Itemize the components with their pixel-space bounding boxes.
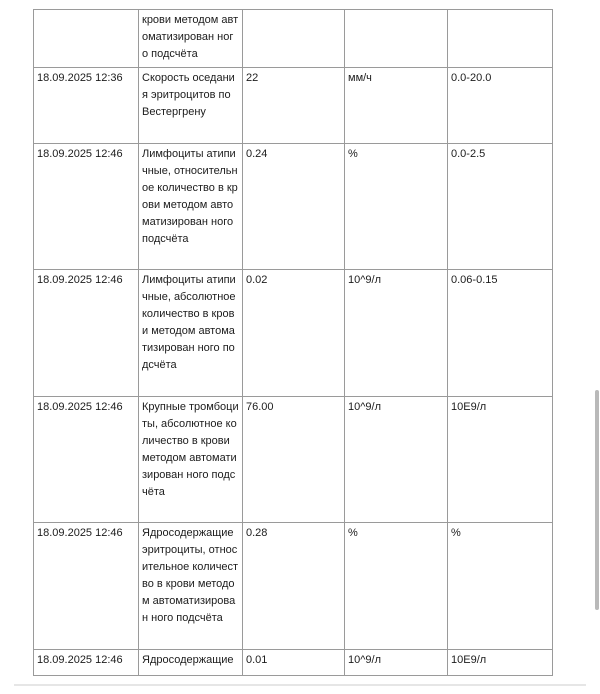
- test-name-cell: Лимфоциты атипичные, абсолютное количество в крови методом автоматизирован ного подсчёта: [139, 270, 243, 397]
- unit-cell: 10^9/л: [345, 397, 448, 523]
- unit-cell: 10^9/л: [345, 270, 448, 397]
- reference-cell: 10E9/л: [448, 650, 553, 676]
- value-cell: 22: [243, 68, 345, 144]
- value-cell: [243, 10, 345, 68]
- reference-cell: 0.0-2.5: [448, 144, 553, 270]
- test-name-cell: Скорость оседания эритроцитов по Вестергрену: [139, 68, 243, 144]
- test-name-cell: крови методом автоматизирован ного подсчёта: [139, 10, 243, 68]
- datetime-cell: 18.09.2025 12:46: [34, 144, 139, 270]
- reference-cell: [448, 10, 553, 68]
- value-cell: 0.01: [243, 650, 345, 676]
- table-row: [34, 10, 553, 68]
- reference-cell: 0.06-0.15: [448, 270, 553, 397]
- datetime-cell: [34, 10, 139, 68]
- table-row: [34, 397, 553, 523]
- value-cell: 0.02: [243, 270, 345, 397]
- unit-cell: %: [345, 523, 448, 650]
- table-row: [34, 650, 553, 676]
- vertical-scrollbar[interactable]: [595, 390, 599, 610]
- datetime-cell: 18.09.2025 12:46: [34, 650, 139, 676]
- test-name-cell: Крупные тромбоциты, абсолютное количество в крови методом автоматизирован ного подсчёта: [139, 397, 243, 523]
- page-bottom-edge: [14, 684, 586, 686]
- test-name-cell: Лимфоциты атипичные, относительное количество в крови методом автоматизирован ного подсчёта: [139, 144, 243, 270]
- test-name-cell: Ядросодержащие эритроциты, относительное количество в крови методом автоматизирован ного подсчёта: [139, 523, 243, 650]
- unit-cell: мм/ч: [345, 68, 448, 144]
- unit-cell: %: [345, 144, 448, 270]
- test-name-cell: Ядросодержащие: [139, 650, 243, 676]
- reference-cell: %: [448, 523, 553, 650]
- table-row: [34, 144, 553, 270]
- reference-cell: 10E9/л: [448, 397, 553, 523]
- value-cell: 0.28: [243, 523, 345, 650]
- reference-cell: 0.0-20.0: [448, 68, 553, 144]
- value-cell: 76.00: [243, 397, 345, 523]
- unit-cell: 10^9/л: [345, 650, 448, 676]
- datetime-cell: 18.09.2025 12:46: [34, 523, 139, 650]
- table-row: [34, 523, 553, 650]
- datetime-cell: 18.09.2025 12:46: [34, 270, 139, 397]
- unit-cell: [345, 10, 448, 68]
- value-cell: 0.24: [243, 144, 345, 270]
- table-row: [34, 270, 553, 397]
- table-row: [34, 68, 553, 144]
- lab-results-table: [33, 9, 553, 676]
- datetime-cell: 18.09.2025 12:36: [34, 68, 139, 144]
- datetime-cell: 18.09.2025 12:46: [34, 397, 139, 523]
